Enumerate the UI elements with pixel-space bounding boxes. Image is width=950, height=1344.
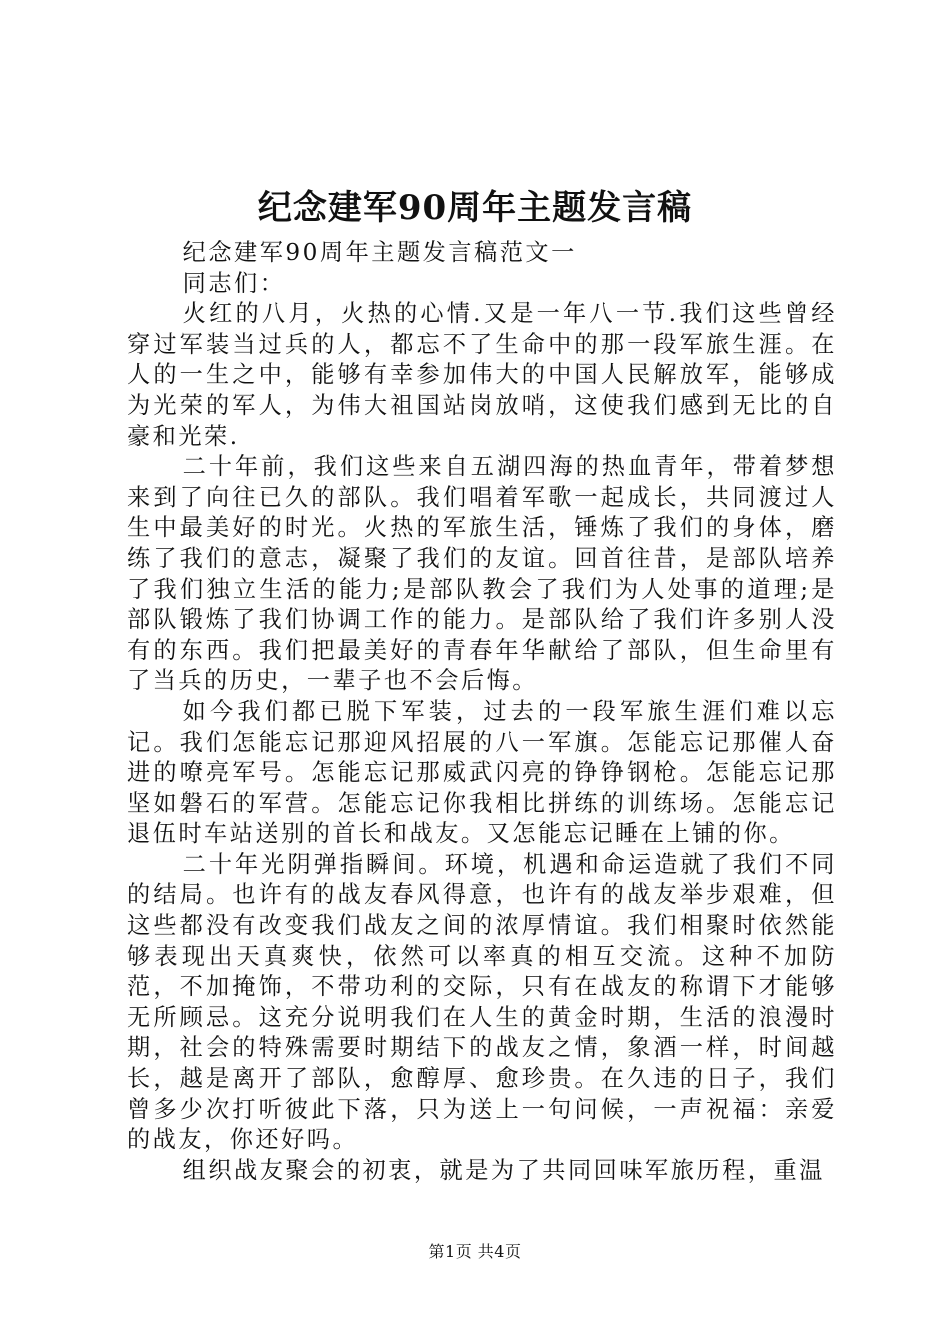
paragraph-3: 如今我们都已脱下军装，过去的一段军旅生涯们难以忘记。我们怎能忘记那迎风招展的八一军旗。怎能忘记那催人奋进的嘹亮军号。怎能忘记那威武闪亮的铮铮钢枪。怎能忘记那坚如磐石的军营。怎能忘记你我相比拼练的训练场。怎能忘记退伍时车站送别的首长和战友。又怎能忘记睡在上铺的你。 — [127, 697, 837, 848]
page-number-footer: 第1页 共4页 — [428, 1242, 522, 1261]
paragraph-4: 二十年光阴弹指瞬间。环境，机遇和命运造就了我们不同的结局。也许有的战友春风得意，也许有的战友举步艰难，但这些都没有改变我们战友之间的浓厚情谊。我们相聚时依然能够表现出天真爽快，依然可以率真的相互交流。这种不加防范，不加掩饰，不带功利的交际，只有在战友的称谓下才能够无所顾忌。这充分说明我们在人生的黄金时期，生活的浪漫时期，社会的特殊需要时期结下的战友之情，象酒一样，时间越长，越是离开了部队，愈醇厚、愈珍贵。在久违的日子，我们曾多少次打听彼此下落，只为送上一句问候，一声祝福：亲爱的战友，你还好吗。 — [127, 850, 837, 1154]
greeting-line: 同志们： — [182, 269, 286, 297]
paragraph-5: 组织战友聚会的初衷，就是为了共同回味军旅历程，重温 — [182, 1156, 825, 1184]
document-body — [127, 238, 837, 1186]
document-title: 纪念建军90周年主题发言稿 — [257, 188, 693, 228]
paragraph-1: 火红的八月，火热的心情.又是一年八一节.我们这些曾经穿过军装当过兵的人，都忘不了生命中的那一段军旅生涯。在人的一生之中，能够有幸参加伟大的中国人民解放军，能够成为光荣的军人，为伟大祖国站岗放哨，这使我们感到无比的自豪和光荣. — [127, 300, 837, 450]
subtitle-line: 纪念建军90周年主题发言稿范文一 — [182, 239, 577, 266]
paragraph-2: 二十年前，我们这些来自五湖四海的热血青年，带着梦想来到了向往已久的部队。我们唱着军歌一起成长，共同渡过人生中最美好的时光。火热的军旅生活，锤炼了我们的身体，磨练了我们的意志，凝聚了我们的友谊。回首往昔，是部队培养了我们独立生活的能力;是部队教会了我们为人处事的道理;是部队锻炼了我们协调工作的能力。是部队给了我们许多别人没有的东西。我们把最美好的青春年华献给了部队，但生命里有了当兵的历史，一辈子也不会后悔。 — [127, 453, 837, 695]
